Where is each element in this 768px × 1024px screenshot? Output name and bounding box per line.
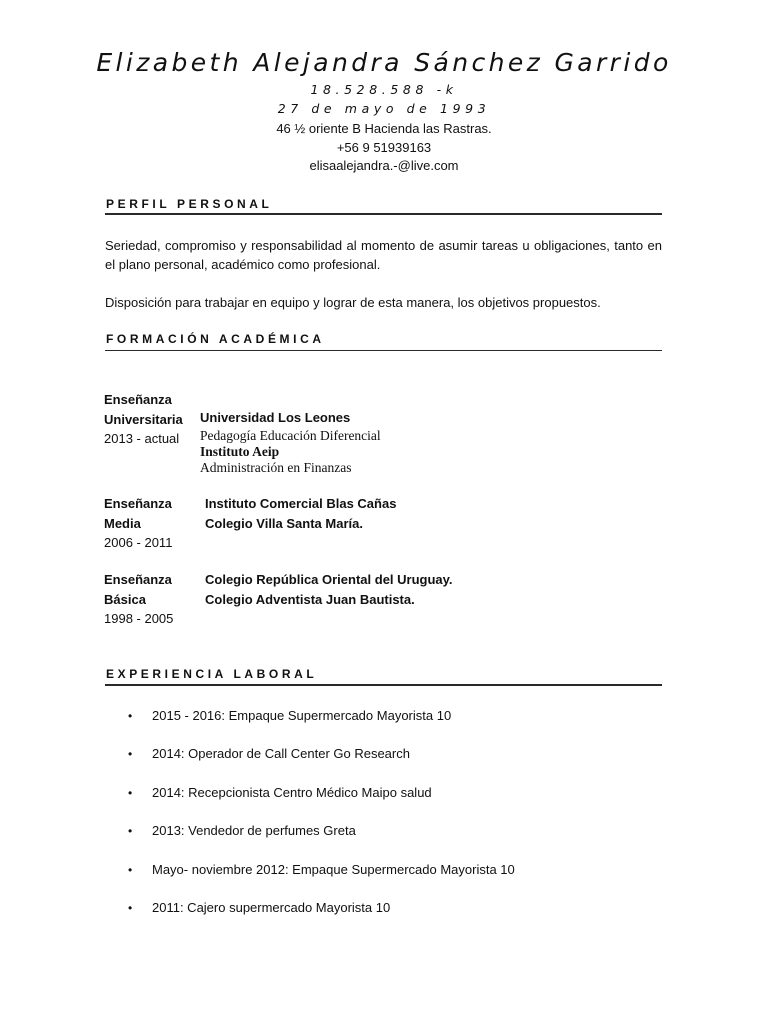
bullet-icon: • (128, 747, 133, 761)
program-name: Administración en Finanzas (200, 460, 352, 475)
bullet-icon: • (128, 863, 133, 877)
school-name: Colegio Adventista Juan Bautista. (205, 592, 415, 607)
edu-level: Básica (104, 591, 146, 607)
school-name: Instituto Comercial Blas Cañas (205, 496, 397, 511)
institution-name: Instituto Aeip (200, 444, 280, 459)
experience-text: 2015 - 2016: Empaque Supermercado Mayorista 10 (152, 708, 452, 723)
section-title-formacion: FORMACIÓN ACADÉMICA (106, 332, 325, 346)
email-address: elisaalejandra.-@live.com (309, 158, 459, 173)
experience-item (128, 823, 356, 838)
edu-universitaria-details (200, 408, 381, 476)
birth-date: 27 de mayo de 1993 (277, 101, 491, 116)
experience-text: 2011: Cajero supermercado Mayorista 10 (152, 900, 391, 915)
program-name: Pedagogía Educación Diferencial (200, 428, 381, 443)
experience-text: Mayo- noviembre 2012: Empaque Supermercado Mayorista 10 (152, 862, 515, 877)
bullet-icon: • (128, 824, 133, 838)
experience-item (128, 708, 451, 723)
experience-text: 2014: Operador de Call Center Go Research (152, 746, 410, 761)
rut-number: 18.528.588 -k (310, 82, 458, 97)
edu-level: Enseñanza (104, 572, 172, 587)
section-title-perfil: PERFIL PERSONAL (106, 197, 273, 211)
experience-text: 2013: Vendedor de perfumes Greta (152, 823, 356, 838)
experience-text: 2014: Recepcionista Centro Médico Maipo salud (152, 785, 432, 800)
edu-universitaria-label (104, 390, 183, 449)
edu-years: 2013 - actual (104, 431, 180, 446)
edu-media-label (104, 494, 172, 553)
edu-basica-details (205, 570, 453, 610)
perfil-paragraph: Seriedad, compromiso y responsabilidad al momento de asumir tareas u obligaciones, tanto en el plano personal, académico como profesional. (105, 238, 662, 272)
experience-item (128, 785, 432, 800)
bullet-icon: • (128, 901, 133, 915)
section-title-experiencia: EXPERIENCIA LABORAL (106, 667, 318, 681)
school-name: Colegio República Oriental del Uruguay. (205, 572, 453, 587)
edu-years: 2006 - 2011 (104, 535, 173, 550)
edu-level: Universitaria (104, 411, 183, 427)
section-divider (105, 350, 662, 351)
section-divider (105, 213, 662, 215)
school-name: Colegio Villa Santa María. (205, 516, 363, 531)
bullet-icon: • (128, 786, 133, 800)
edu-level: Media (104, 515, 141, 531)
edu-level: Enseñanza (104, 392, 172, 407)
bullet-icon: • (128, 709, 133, 723)
edu-media-details (205, 494, 396, 534)
experience-item (128, 862, 515, 877)
edu-level: Enseñanza (104, 496, 172, 511)
phone-number: +56 9 51939163 (336, 140, 432, 155)
experience-item (128, 746, 410, 761)
address: 46 ½ oriente B Hacienda las Rastras. (276, 121, 492, 136)
edu-basica-label (104, 570, 173, 629)
section-divider (105, 684, 662, 686)
institution-name: Universidad Los Leones (200, 410, 351, 425)
perfil-paragraph: Disposición para trabajar en equipo y lograr de esta manera, los objetivos propuestos. (105, 295, 601, 310)
full-name: Elizabeth Alejandra Sánchez Garrido (96, 48, 672, 77)
edu-years: 1998 - 2005 (104, 611, 174, 626)
experience-item (128, 900, 390, 915)
